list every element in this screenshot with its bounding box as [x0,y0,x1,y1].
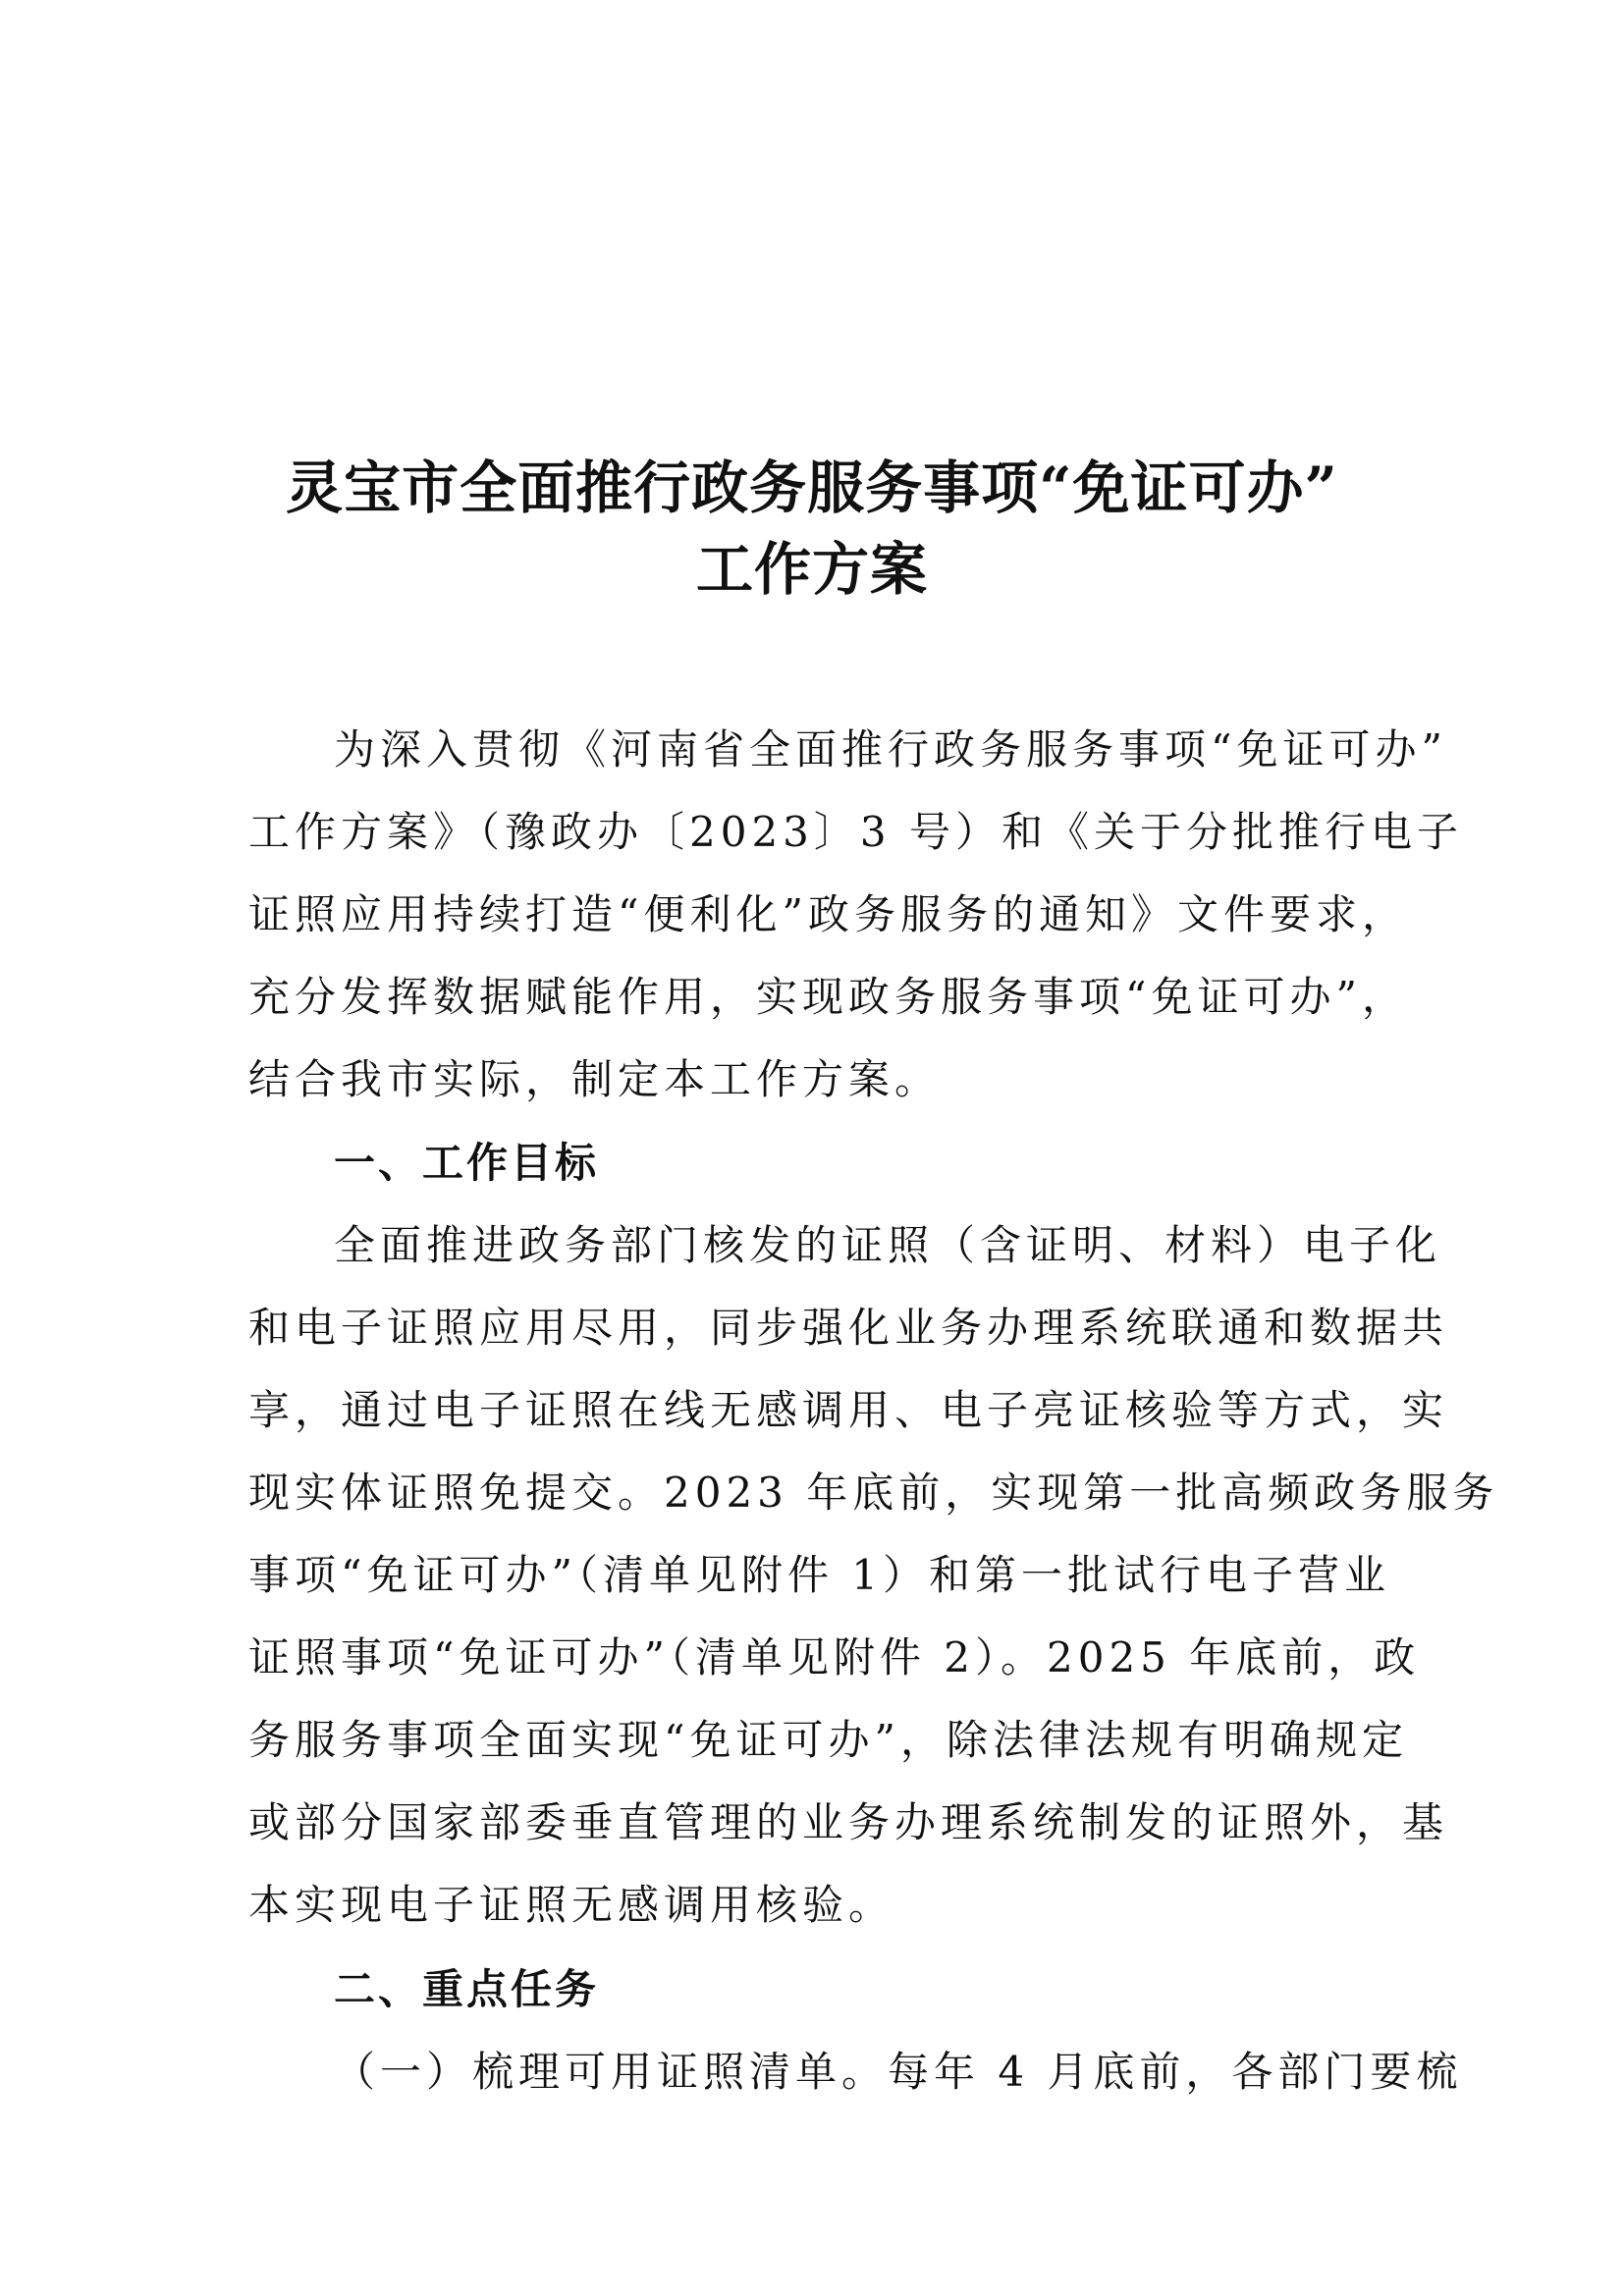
paragraph-line: 充分发挥数据赋能作用，实现政务服务事项“免证可办”， [248,973,1408,1021]
paragraph-line: 工作方案》（豫政办〔2023〕3 号）和《关于分批推行电子 [248,808,1463,856]
paragraph-line: 事项“免证可办”（清单见附件 1）和第一批试行电子营业 [248,1551,1391,1599]
paragraph-line: 证照应用持续打造“便利化”政务服务的通知》文件要求， [248,890,1408,938]
paragraph-line: （一）梳理可用证照清单。每年 4 月底前，各部门要梳 [334,2048,1463,2096]
intro-paragraph [248,709,1463,1121]
paragraph-line: 务服务事项全面实现“免证可办”，除法律法规有明确规定 [248,1716,1408,1764]
section-heading-tasks: 二、重点任务 [334,1965,600,2013]
task-paragraph [248,2031,1463,2113]
paragraph-line: 现实体证照免提交。2023 年底前，实现第一批高频政务服务 [248,1468,1499,1517]
paragraph-line: 全面推进政务部门核发的证照（含证明、材料）电子化 [334,1221,1442,1269]
section-heading-goals: 一、工作目标 [334,1139,600,1187]
paragraph-line: 证照事项“免证可办”（清单见附件 2）。2025 年底前，政 [248,1633,1421,1682]
paragraph-line: 为深入贯彻《河南省全面推行政务服务事项“免证可办” [334,725,1447,774]
goals-paragraph [248,1204,1499,1947]
paragraph-line: 享，通过电子证照在线无感调用、电子亮证核验等方式，实 [248,1386,1449,1434]
document-title-line-2: 工作方案 [695,536,928,603]
paragraph-line: 和电子证照应用尽用，同步强化业务办理系统联通和数据共 [248,1304,1449,1352]
paragraph-line: 或部分国家部委垂直管理的业务办理系统制发的证照外，基 [248,1798,1449,1846]
paragraph-line: 本实现电子证照无感调用核验。 [248,1881,895,1929]
document-title-line-1: 灵宝市全面推行政务服务事项“免证可办” [286,454,1338,521]
paragraph-line: 结合我市实际，制定本工作方案。 [248,1055,942,1103]
